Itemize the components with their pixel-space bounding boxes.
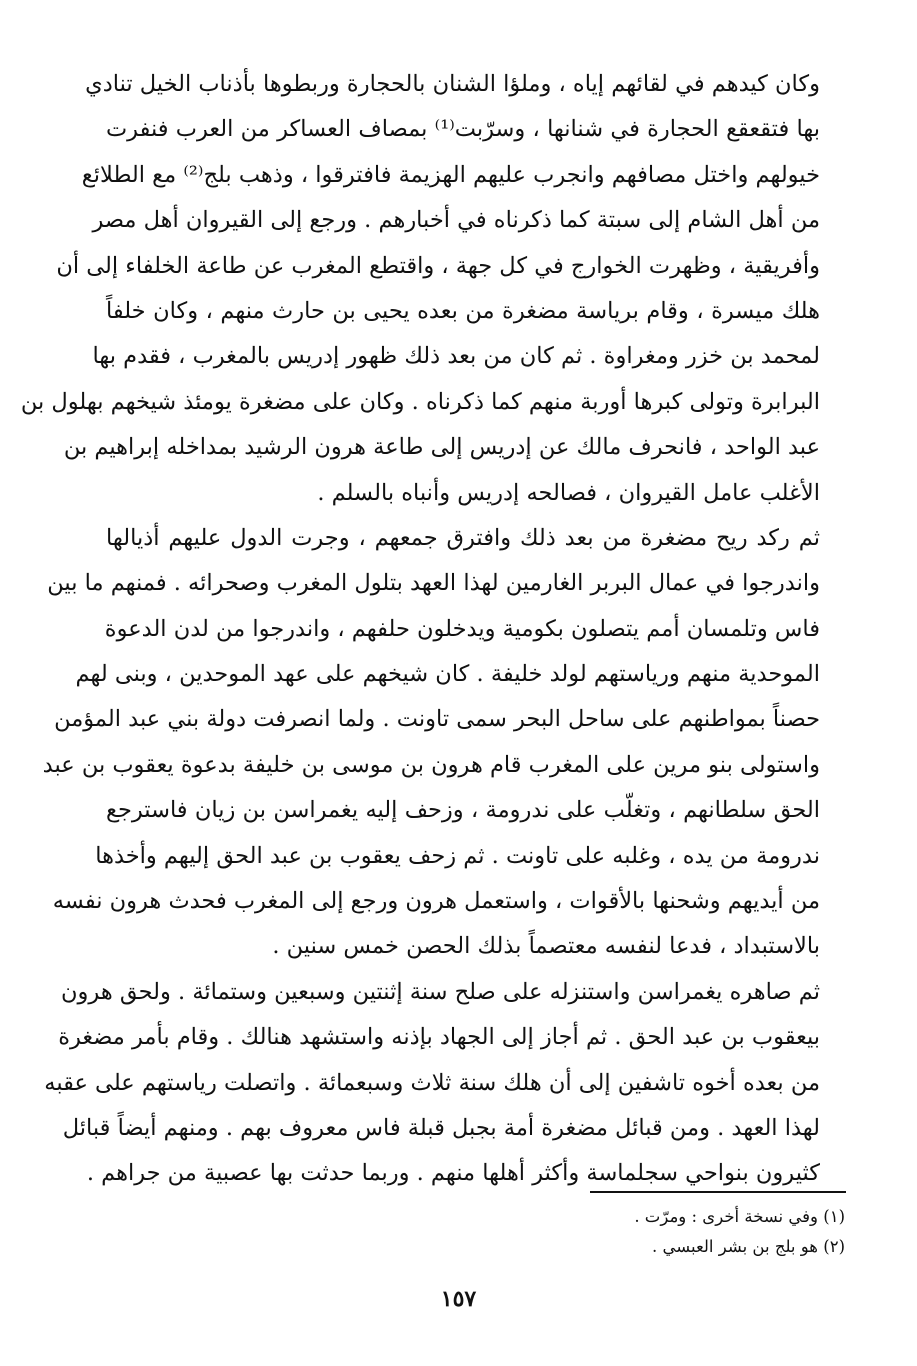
footnote: (٢) هو بلج بن بشر العبسي . [652,1237,845,1256]
text-line: الحق سلطانهم ، وتغلّب على ندرومة ، وزحف إليه يغمراسن بن زيان فاسترجع [106,797,820,824]
footnote-separator [590,1191,846,1193]
body-text [20,62,820,1197]
text-line: بيعقوب بن عبد الحق . ثم أجاز إلى الجهاد بإذنه واستشهد هنالك . وقام بأمر مضغرة [58,1024,820,1051]
text-line: من بعده أخوه تاشفين إلى أن هلك سنة ثلاث وسبعمائة . واتصلت رياستهم على عقبه [44,1069,820,1096]
text-line: ندرومة من يده ، وغلبه على تاونت . ثم زحف يعقوب بن عبد الحق إليهم وأخذها [95,842,820,869]
text-line: فاس وتلمسان أمم يتصلون بكومية ويدخلون حلفهم ، واندرجوا من لدن الدعوة [104,615,820,642]
text-line: واندرجوا في عمال البربر الغارمين لهذا العهد بتلول المغرب وصحرائه . فمنهم ما بين [47,570,820,597]
text-line: بها فتقعقع الحجارة في شنانها ، وسرّبت⁽¹⁾ بمصاف العساكر من العرب فنفرت [106,116,820,143]
text-line: وكان كيدهم في لقائهم إياه ، وملؤا الشنان بالحجارة وربطوها بأذناب الخيل تنادي [85,71,820,97]
text-line: من أيديهم وشحنها بالأقوات ، واستعمل هرون ورجع إلى المغرب فحدث هرون نفسه [52,888,820,915]
text-line: الأغلب عامل القيروان ، فصالحه إدريس وأنباه بالسلم . [317,479,820,506]
footnotes [345,1202,845,1262]
text-line: وأفريقية ، وظهرت الخوارج في كل جهة ، واقتطع المغرب عن طاعة الخلفاء إلى أن [56,252,820,279]
text-line: ثم ركد ريح مضغرة من بعد ذلك وافترق جمعهم ، وجرت الدول عليهم أذيالها [106,524,820,551]
text-line: بالاستبداد ، فدعا لنفسه معتصماً بذلك الحصن خمس سنين . [272,933,820,960]
text-line: لمحمد بن خزر ومغراوة . ثم كان من بعد ذلك ظهور إدريس بالمغرب ، فقدم بها [92,343,820,370]
text-line: البرابرة وتولى كبرها أوربة منهم كما ذكرناه . وكان على مضغرة يومئذ شيخهم بهلول بن [20,388,820,415]
text-line: هلك ميسرة ، وقام برياسة مضغرة من بعده يحيى بن حارث منهم ، وكان خلفاً [106,297,820,324]
text-line: ثم صاهره يغمراسن واستنزله على صلح سنة إثنتين وسبعين وستمائة . ولحق هرون [61,978,820,1005]
page-number: ١٥٧ [440,1286,477,1312]
text-line: من أهل الشام إلى سبتة كما ذكرناه في أخبارهم . ورجع إلى القيروان أهل مصر [92,207,820,234]
text-line: واستولى بنو مرين على المغرب قام هرون بن موسى بن خليفة بدعوة يعقوب بن عبد [42,751,820,778]
text-line: لهذا العهد . ومن قبائل مضغرة أمة بجبل قبلة فاس معروف بهم . ومنهم أيضاً قبائل [62,1114,820,1141]
text-line: الموحدية منهم ورياستهم لولد خليفة . كان شيخهم على عهد الموحدين ، وبنى لهم [75,661,820,688]
text-line: خيولهم واختل مصافهم وانجرب عليهم الهزيمة فافترقوا ، وذهب بلج⁽²⁾ مع الطلائع [81,161,820,188]
text-line: عبد الواحد ، فانحرف مالك عن إدريس إلى طاعة هرون الرشيد بمداخله إبراهيم بن [63,434,820,461]
text-line: كثيرون بنواحي سجلماسة وأكثر أهلها منهم . وربما حدثت بها عصبية من جراهم . [86,1160,820,1187]
footnote: (١) وفي نسخة أخرى : ومرّت . [634,1207,845,1226]
text-line: حصناً بمواطنهم على ساحل البحر سمى تاونت . ولما انصرفت دولة بني عبد المؤمن [54,706,820,733]
